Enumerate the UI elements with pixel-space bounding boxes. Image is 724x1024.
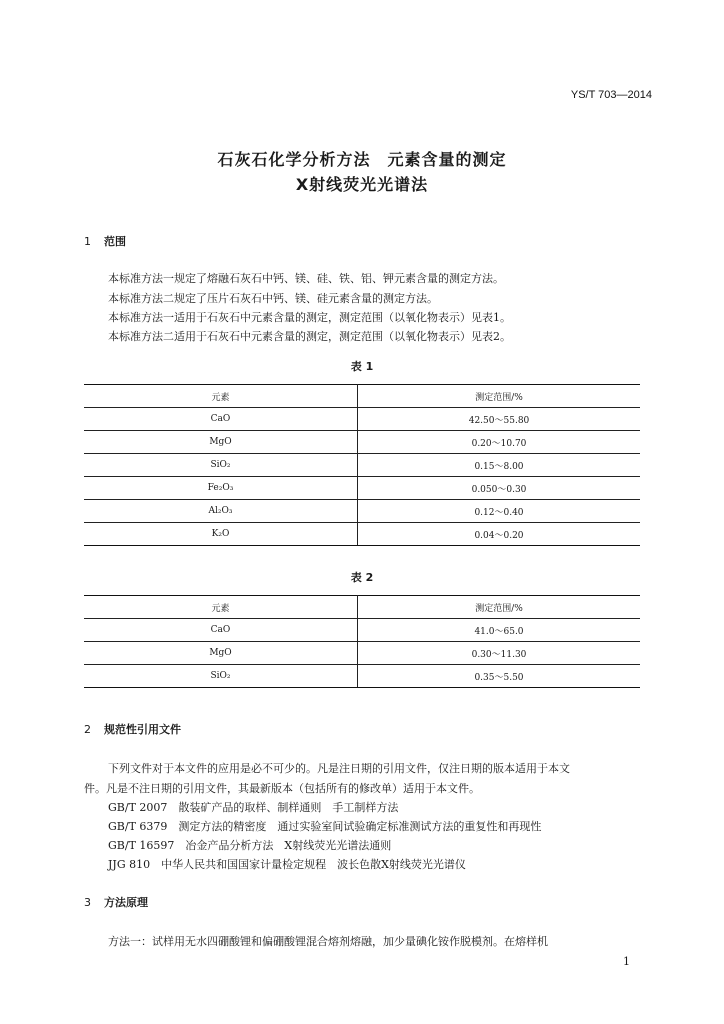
scope-paragraph: 本标准方法二规定了压片石灰石中钙、镁、硅元素含量的测定方法。 [108,292,438,305]
table-row [84,500,640,523]
section-heading-principle [84,894,148,910]
scope-paragraph: 本标准方法一规定了熔融石灰石中钙、镁、硅、铁、铝、钾元素含量的测定方法。 [108,272,504,285]
table-row [84,454,640,477]
table-row [84,477,640,500]
column-header-element: 元素 [84,596,358,619]
principle-paragraph: 方法一：试样用无水四硼酸锂和偏硼酸锂混合熔剂熔融，加少量碘化铵作脱模剂。在熔样机 [108,935,548,948]
range-cell: 0.20～10.70 [358,431,641,454]
reference-item: JJG 810 中华人民共和国国家计量检定规程 波长色散X射线荧光光谱仪 [108,858,466,871]
table1 [84,384,640,546]
table-row [84,523,640,546]
table-header-row [84,596,640,619]
column-header-range: 测定范围/% [358,596,641,619]
scope-paragraph: 本标准方法一适用于石灰石中元素含量的测定，测定范围（以氧化物表示）见表1。 [108,311,511,324]
section-number: 2 [84,723,91,736]
element-cell: K₂O [84,523,358,546]
table-row [84,665,640,688]
reference-item: GB/T 6379 测定方法的精密度 通过实验室间试验确定标准测试方法的重复性和再现性 [108,820,542,833]
document-subtitle: X射线荧光光谱法 [295,175,429,194]
range-cell: 42.50～55.80 [358,408,641,431]
section-title: 规范性引用文件 [104,723,181,736]
references-intro: 下列文件对于本文件的应用是必不可少的。凡是注日期的引用文件，仅注日期的版本适用于本文 [108,762,570,775]
element-cell: MgO [84,431,358,454]
section-title: 范围 [104,235,126,248]
element-cell: CaO [84,619,358,642]
column-header-range: 测定范围/% [358,385,641,408]
range-cell: 41.0～65.0 [358,619,641,642]
element-cell: Fe₂O₃ [84,477,358,500]
section-title: 方法原理 [104,896,148,909]
range-cell: 0.30～11.30 [358,642,641,665]
range-cell: 0.04～0.20 [358,523,641,546]
table-header-row [84,385,640,408]
table-row [84,408,640,431]
element-cell: SiO₂ [84,454,358,477]
table1-caption: 表 1 [350,360,374,373]
document-title: 石灰石化学分析方法 元素含量的测定 [217,150,507,169]
column-header-element: 元素 [84,385,358,408]
element-cell: CaO [84,408,358,431]
table2 [84,595,640,688]
reference-item: GB/T 2007 散装矿产品的取样、制样通则 手工制样方法 [108,801,399,814]
section-number: 3 [84,896,91,909]
table-row [84,619,640,642]
table2-caption: 表 2 [350,571,374,584]
section-heading-normative-references [84,721,181,737]
reference-item: GB/T 16597 冶金产品分析方法 X射线荧光光谱法通则 [108,839,392,852]
page-number: 1 [623,955,630,968]
element-cell: Al₂O₃ [84,500,358,523]
range-cell: 0.12～0.40 [358,500,641,523]
element-cell: SiO₂ [84,665,358,688]
section-number: 1 [84,235,91,248]
range-cell: 0.050～0.30 [358,477,641,500]
element-cell: MgO [84,642,358,665]
scope-paragraph: 本标准方法二适用于石灰石中元素含量的测定，测定范围（以氧化物表示）见表2。 [108,330,511,343]
references-intro-continued: 件。凡是不注日期的引用文件，其最新版本（包括所有的修改单）适用于本文件。 [84,782,480,795]
range-cell: 0.35～5.50 [358,665,641,688]
standard-code: YS/T 703—2014 [570,89,652,101]
range-cell: 0.15～8.00 [358,454,641,477]
table-row [84,642,640,665]
table-row [84,431,640,454]
section-heading-scope [84,233,126,249]
